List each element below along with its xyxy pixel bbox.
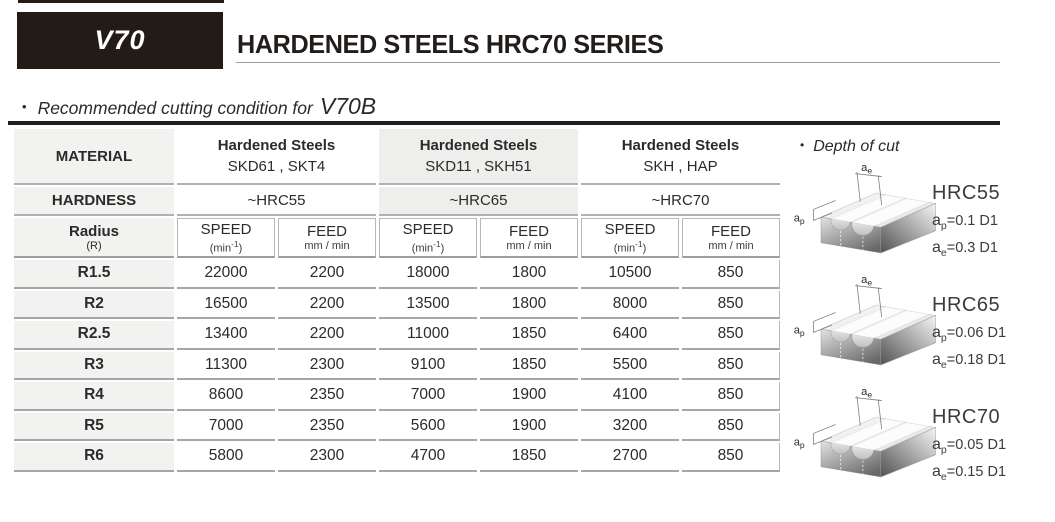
ae-spec: $a_e=0.3$ D1	[932, 238, 998, 259]
speed-value: 8600	[177, 382, 275, 411]
hardness-grade: HRC70	[932, 406, 1001, 428]
table-row	[14, 321, 780, 350]
speed-value: 5800	[177, 443, 275, 472]
speed-value: 6400	[581, 321, 679, 350]
hardness-grade: HRC55	[932, 182, 1001, 204]
speed-value: 16500	[177, 291, 275, 320]
feed-value: 850	[682, 443, 780, 472]
speed-value: 7000	[177, 413, 275, 442]
table-row	[14, 413, 780, 442]
table-row	[14, 352, 780, 381]
speed-value: 10500	[581, 260, 679, 289]
feed-unit: mm / min	[304, 240, 350, 252]
ap-spec: $a_p=0.06$ D1	[932, 324, 1007, 344]
hardness-row	[14, 187, 780, 216]
speed-header-cell: SPEED $(\min^{-1})$	[177, 218, 275, 258]
radius-cell: R2	[14, 291, 174, 320]
speed-unit: $(\min^{-1})$	[613, 238, 647, 255]
material-row	[14, 129, 780, 185]
speed-header-cell: SPEED $(\min^{-1})$	[379, 218, 477, 258]
feed-value: 2350	[278, 413, 376, 442]
material-name: Hardened Steels	[419, 137, 538, 154]
product-code: V70B	[319, 93, 377, 119]
radius-cell: R5	[14, 413, 174, 442]
material-grades: SKD11 , SKH51	[425, 158, 532, 175]
feed-value: 850	[682, 260, 780, 289]
speed-value: 7000	[379, 382, 477, 411]
feed-value: 2200	[278, 321, 376, 350]
feed-value: 1850	[480, 443, 578, 472]
radius-unit: (R)	[86, 239, 102, 252]
ap-spec: $a_p=0.1$ D1	[932, 212, 998, 232]
hardness-header-cell: HARDNESS	[14, 187, 174, 216]
feed-value: 850	[682, 321, 780, 350]
speed-unit: $(\min^{-1})$	[411, 238, 445, 255]
feed-value: 2350	[278, 382, 376, 411]
table-row	[14, 260, 780, 289]
speed-value: 2700	[581, 443, 679, 472]
material-group-cell	[379, 129, 578, 185]
feed-unit: mm / min	[506, 240, 552, 252]
speed-value: 5600	[379, 413, 477, 442]
column-header-row	[14, 218, 780, 258]
radius-cell: R6	[14, 443, 174, 472]
cutting-condition-table	[11, 127, 783, 474]
depth-block-hrc55	[790, 160, 1055, 270]
workpiece-diagram	[792, 276, 944, 372]
depth-of-cut-heading: • Depth of cut	[800, 138, 900, 155]
speed-unit: $(\min^{-1})$	[209, 238, 243, 255]
bullet-icon: •	[800, 138, 805, 152]
speed-header-cell: SPEED $(\min^{-1})$	[581, 218, 679, 258]
title-underline	[236, 62, 1000, 63]
material-group-cell	[581, 129, 780, 185]
depth-block-hrc70	[790, 384, 1055, 494]
feed-value: 1800	[480, 291, 578, 320]
table-row	[14, 443, 780, 472]
ae-spec: $a_e=0.15$ D1	[932, 462, 1007, 483]
feed-value: 850	[682, 352, 780, 381]
feed-value: 2200	[278, 291, 376, 320]
hardness-grade: HRC65	[932, 294, 1001, 316]
feed-value: 850	[682, 382, 780, 411]
page-title: HARDENED STEELS HRC70 SERIES	[237, 29, 664, 59]
material-name: Hardened Steels	[217, 137, 336, 154]
radius-cell: R3	[14, 352, 174, 381]
feed-value: 2300	[278, 352, 376, 381]
workpiece-diagram	[792, 164, 944, 260]
feed-value: 850	[682, 413, 780, 442]
feed-header-cell: FEED mm / min	[682, 218, 780, 258]
table-row	[14, 382, 780, 411]
speed-value: 13400	[177, 321, 275, 350]
radius-cell: R1.5	[14, 260, 174, 289]
speed-value: 8000	[581, 291, 679, 320]
speed-value: 11300	[177, 352, 275, 381]
feed-header-cell: FEED mm / min	[278, 218, 376, 258]
speed-value: 9100	[379, 352, 477, 381]
ap-spec: $a_p=0.05$ D1	[932, 436, 1007, 456]
hardness-value-cell: ~HRC65	[379, 187, 578, 216]
feed-header-cell: FEED mm / min	[480, 218, 578, 258]
top-rule	[18, 0, 224, 3]
radius-cell: R2.5	[14, 321, 174, 350]
feed-value: 1900	[480, 413, 578, 442]
speed-value: 4700	[379, 443, 477, 472]
condition-heading	[22, 93, 376, 120]
bullet-icon: •	[22, 99, 27, 114]
series-badge	[17, 12, 223, 69]
radius-header-cell	[14, 218, 174, 258]
material-grades: SKH , HAP	[643, 158, 718, 175]
radius-cell: R4	[14, 382, 174, 411]
speed-value: 5500	[581, 352, 679, 381]
table-row	[14, 291, 780, 320]
workpiece-diagram	[792, 388, 944, 484]
speed-value: 11000	[379, 321, 477, 350]
feed-value: 850	[682, 291, 780, 320]
speed-value: 13500	[379, 291, 477, 320]
condition-text: Recommended cutting condition for	[37, 98, 313, 118]
feed-unit: mm / min	[708, 240, 754, 252]
material-group-cell	[177, 129, 376, 185]
feed-value: 2200	[278, 260, 376, 289]
feed-value: 1850	[480, 321, 578, 350]
material-header-cell: MATERIAL	[14, 129, 174, 185]
series-code: V70	[94, 25, 146, 55]
hardness-value-cell: ~HRC55	[177, 187, 376, 216]
radius-label: Radius	[68, 222, 119, 240]
feed-value: 2300	[278, 443, 376, 472]
section-rule	[8, 121, 1000, 125]
speed-value: 18000	[379, 260, 477, 289]
depth-block-hrc65	[790, 272, 1055, 382]
feed-value: 1800	[480, 260, 578, 289]
ae-spec: $a_e=0.18$ D1	[932, 350, 1007, 371]
hardness-value-cell: ~HRC70	[581, 187, 780, 216]
material-grades: SKD61 , SKT4	[227, 158, 326, 175]
speed-value: 3200	[581, 413, 679, 442]
speed-value: 4100	[581, 382, 679, 411]
material-name: Hardened Steels	[621, 137, 740, 154]
speed-value: 22000	[177, 260, 275, 289]
feed-value: 1850	[480, 352, 578, 381]
feed-value: 1900	[480, 382, 578, 411]
